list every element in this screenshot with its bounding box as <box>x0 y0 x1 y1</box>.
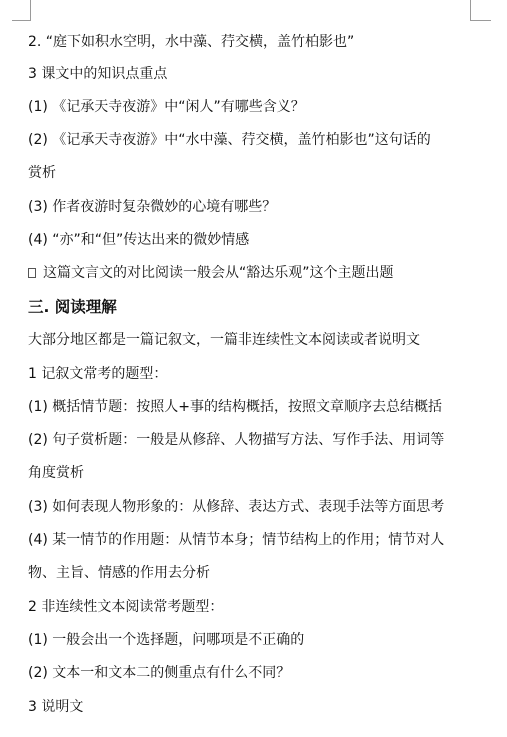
nonfiction-question-types: 2 非连续性文本阅读常考题型： <box>28 599 224 615</box>
narrative-type-4-continued: 物、主旨、情感的作用去分析 <box>28 565 210 581</box>
knowledge-point-1: (1) 《记承天寺夜游》中“闲人”有哪些含义？ <box>28 99 305 115</box>
knowledge-point-4: (4) “亦”和“但”传达出来的微妙情感 <box>28 232 250 248</box>
narrative-type-3: (3) 如何表现人物形象的：从修辞、表达方式、表现手法等方面思考 <box>28 499 445 515</box>
left-margin-corner-mark <box>12 0 31 21</box>
narrative-type-2-continued: 角度赏析 <box>28 465 84 481</box>
right-margin-corner-mark <box>470 0 491 21</box>
knowledge-point-3: (3) 作者夜游时复杂微妙的心境有哪些？ <box>28 199 277 215</box>
narrative-type-4: (4) 某一情节的作用题：从情节本身；情节结构上的作用；情节对人 <box>28 532 445 548</box>
knowledge-point-2-continued: 赏析 <box>28 165 56 181</box>
narrative-question-types: 1 记叙文常考的题型： <box>28 366 168 382</box>
bullet-box-icon <box>28 268 36 278</box>
reading-intro: 大部分地区都是一篇记叙文，一篇非连续性文本阅读或者说明文 <box>28 332 420 348</box>
knowledge-point-2: (2) 《记承天寺夜游》中“水中藻、荇交横，盖竹柏影也”这句话的 <box>28 132 431 148</box>
nonfiction-type-2: (2) 文本一和文本二的侧重点有什么不同？ <box>28 665 291 681</box>
expository-text-heading: 3 说明文 <box>28 699 84 715</box>
section-knowledge-points: 3 课文中的知识点重点 <box>28 66 168 82</box>
comparison-reading-note <box>28 263 394 283</box>
nonfiction-type-1: (1) 一般会出一个选择题，问哪项是不正确的 <box>28 632 305 648</box>
comparison-reading-text: 这篇文言文的对比阅读一般会从“豁达乐观”这个主题出题 <box>43 265 394 281</box>
quote-item-2: 2. “庭下如积水空明，水中藻、荇交横，盖竹柏影也” <box>28 34 355 50</box>
section-heading-reading-comprehension: 三. 阅读理解 <box>28 298 117 316</box>
narrative-type-1: (1) 概括情节题：按照人+事的结构概括，按照文章顺序去总结概括 <box>28 399 443 415</box>
narrative-type-2: (2) 句子赏析题：一般是从修辞、人物描写方法、写作手法、用词等 <box>28 432 445 448</box>
